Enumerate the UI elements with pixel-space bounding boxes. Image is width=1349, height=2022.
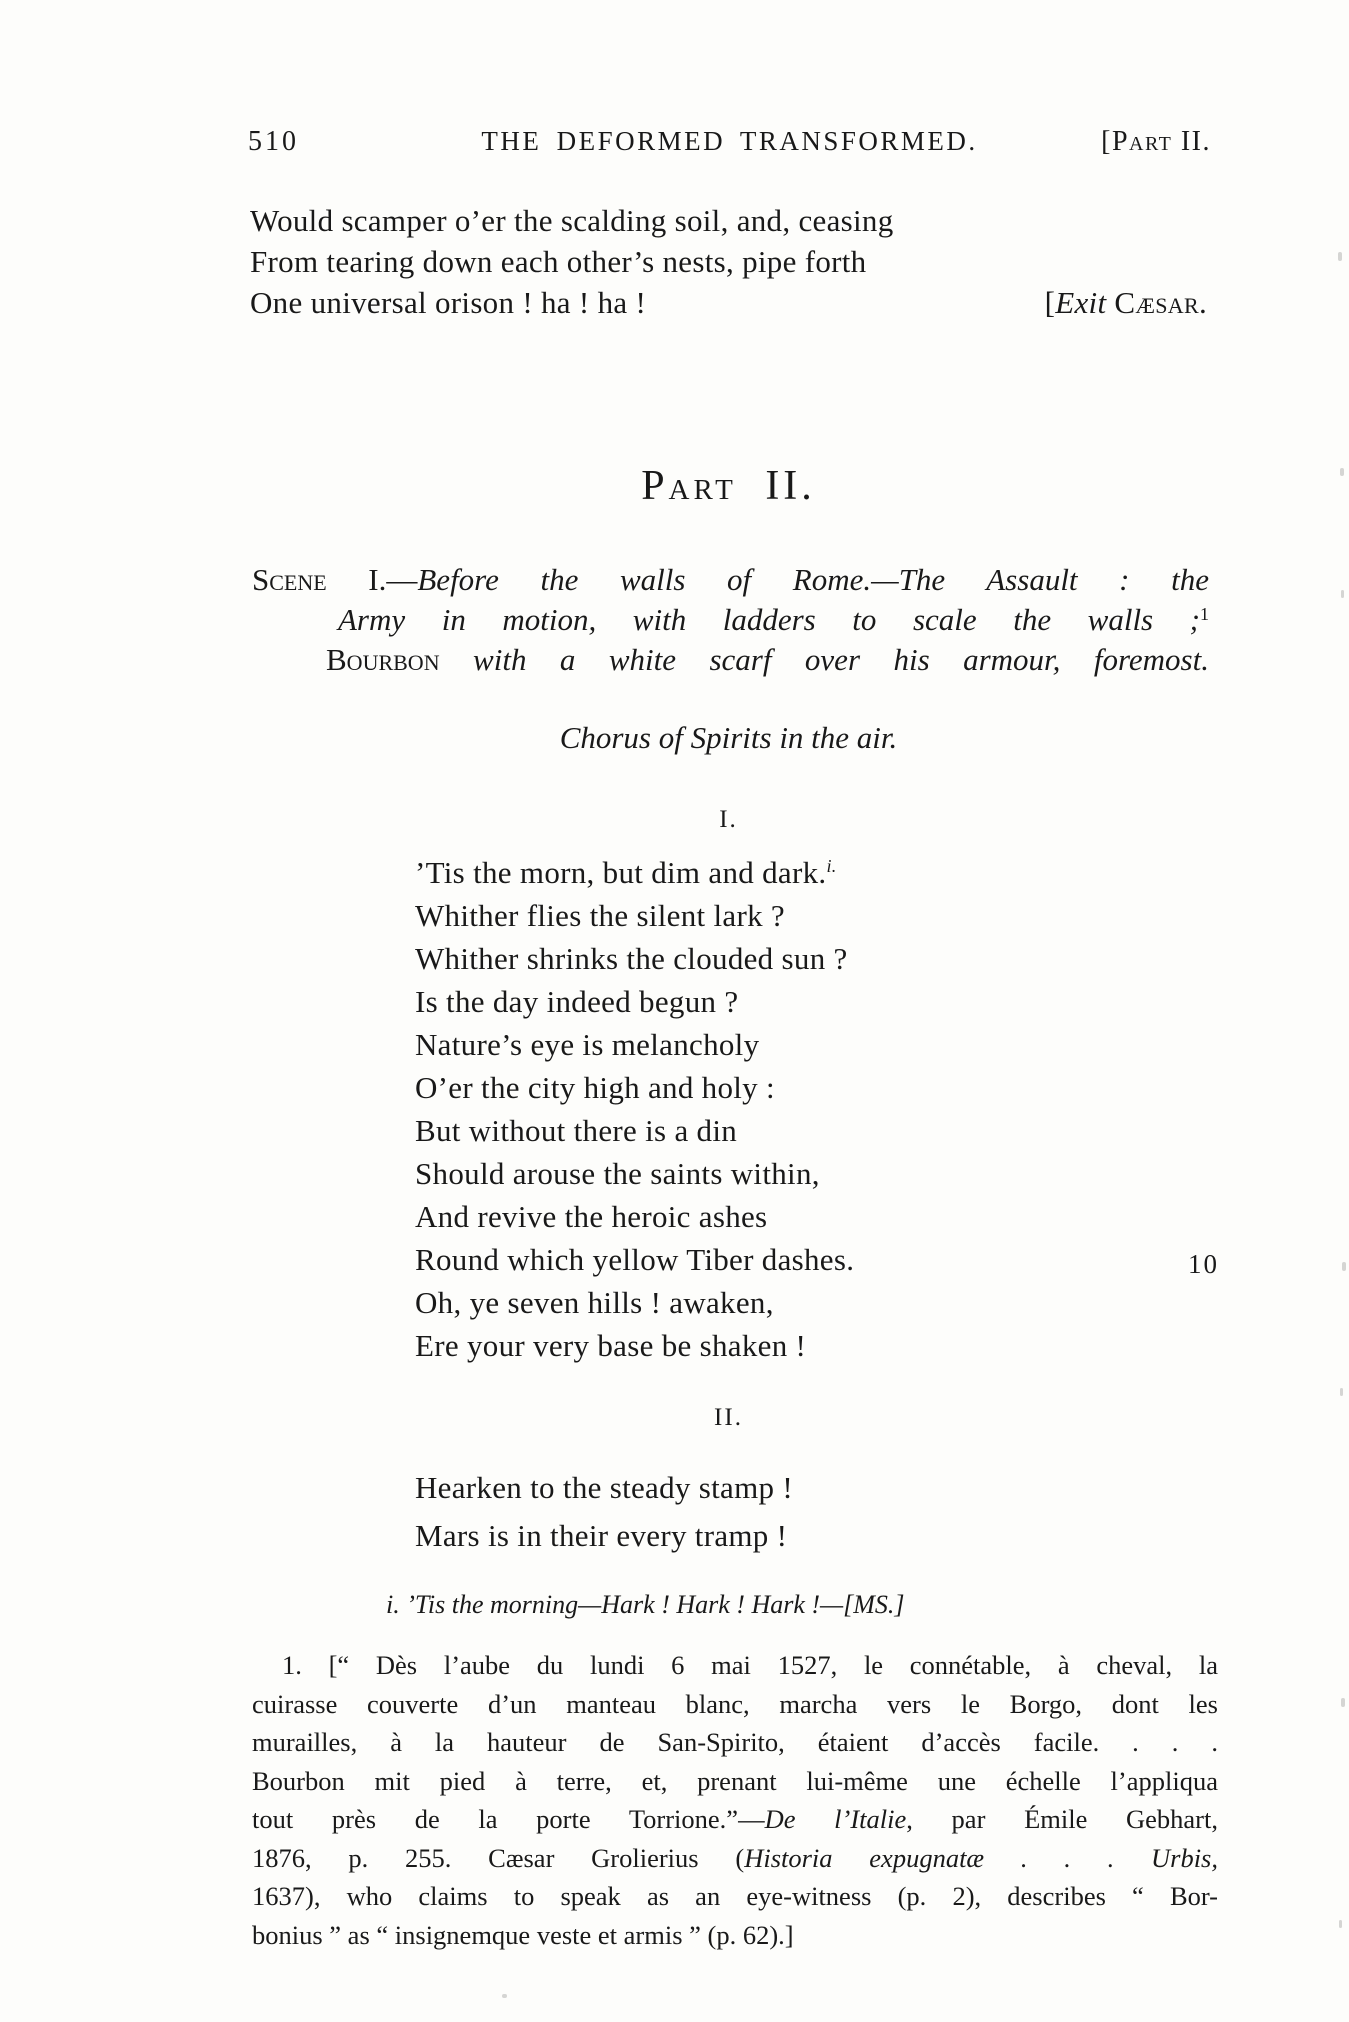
verse-line: Hearken to the steady stamp ! <box>415 1470 793 1505</box>
variant-marker: i. <box>386 1590 400 1619</box>
chorus-heading <box>250 720 1207 756</box>
stanza-1-numeral: I. <box>719 806 738 833</box>
footnote-line: 1637), who claims to speak as an eye-witness (p. 2), describes “ Bor- <box>252 1881 1218 1911</box>
scan-artifact <box>1340 1388 1343 1396</box>
verse-line: But without there is a din <box>415 1113 738 1148</box>
chorus-heading-text: Chorus of Spirits in the air. <box>559 720 898 755</box>
scan-artifact <box>502 1994 507 1998</box>
footnote-work-title: De l’Italie <box>764 1804 907 1834</box>
footnote-line <box>252 1839 1218 1878</box>
footnote-text: tout près de la porte Torrione.”— <box>252 1804 765 1834</box>
verse-line: Round which yellow Tiber dashes. <box>415 1242 855 1277</box>
variant-ref-i: i. <box>826 856 837 876</box>
page-number: 510 <box>248 126 299 157</box>
scan-artifact <box>1340 468 1344 476</box>
verse-line: Ere your very base be shaken ! <box>415 1328 807 1363</box>
verse-line: O’er the city high and holy : <box>415 1070 775 1105</box>
verse-line <box>250 282 1207 323</box>
variant-note <box>386 1590 905 1620</box>
scan-artifact <box>1341 1698 1345 1707</box>
bracket: [ <box>1044 285 1056 320</box>
part-label: [Part II. <box>1101 126 1211 157</box>
scan-artifact <box>1341 590 1344 598</box>
scene-text: with a white scarf over his armour, foremost. <box>439 642 1209 677</box>
exit-word: Exit <box>1055 285 1115 320</box>
verse-line: Whither flies the silent lark ? <box>415 898 785 933</box>
stanza-2-numeral: II. <box>714 1404 743 1431</box>
verse-line: Whither shrinks the clouded sun ? <box>415 941 848 976</box>
stanza-2 <box>415 1464 793 1560</box>
scene-text: Army in motion, with ladders to scale the walls ; <box>338 602 1200 637</box>
footnote-ref-1: 1 <box>1200 604 1209 624</box>
scene-text: Before the walls of Rome.—The Assault : the <box>417 562 1209 597</box>
verse-line: Is the day indeed begun ? <box>415 984 739 1019</box>
running-head <box>248 126 1211 158</box>
variant-note-text <box>386 1590 905 1619</box>
scan-artifact <box>1342 1262 1346 1271</box>
scan-artifact <box>1339 1920 1342 1928</box>
character-name-caesar: Cæsar. <box>1114 285 1207 320</box>
verse-line-text: ’Tis the morn, but dim and dark. <box>415 855 827 890</box>
scene-line <box>252 560 1209 600</box>
scene-direction <box>252 560 1209 680</box>
stanza-1 <box>415 851 1219 1367</box>
footnote-line: murailles, à la hauteur de San-Spirito, étaient d’accès facile. . . . <box>252 1727 1218 1757</box>
footnote-text: , par Émile Gebhart, <box>906 1804 1218 1834</box>
verse-continuation <box>250 200 1207 323</box>
variant-text: ’Tis the morning—Hark ! Hark ! Hark !—[MS.] <box>406 1590 905 1619</box>
verse-line: Would scamper o’er the scalding soil, and, ceasing <box>250 203 894 238</box>
verse-line: From tearing down each other’s nests, pipe forth <box>250 244 867 279</box>
footnote-line <box>252 1800 1218 1839</box>
scene-line <box>252 640 1209 680</box>
verse-line: Should arouse the saints within, <box>415 1156 820 1191</box>
line-number-10: 10 <box>1188 1249 1219 1279</box>
footnote-1 <box>252 1646 1218 1954</box>
footnote-line: cuirasse couverte d’un manteau blanc, marcha vers le Borgo, dont les <box>252 1688 1218 1719</box>
character-name-bourbon: Bourbon <box>326 642 440 677</box>
part-heading: Part II. <box>641 463 816 509</box>
footnote-line: bonius ” as “ insignemque veste et armis ” (p. 62).] <box>252 1919 794 1950</box>
verse-line-text: One universal orison ! ha ! ha ! <box>250 285 647 320</box>
scene-label: Scene I.— <box>252 562 418 597</box>
verse-line: Oh, ye seven hills ! awaken, <box>415 1285 774 1320</box>
footnote-line: Bourbon mit pied à terre, et, prenant lui-même une échelle l’appliqua <box>252 1765 1218 1796</box>
footnote-text: 1876, p. 255. Cæsar Grolierius ( <box>252 1842 745 1873</box>
footnote-line: 1. [“ Dès l’aube du lundi 6 mai 1527, le connétable, à cheval, la <box>282 1650 1218 1680</box>
scene-line <box>252 600 1209 640</box>
verse-line: And revive the heroic ashes <box>415 1199 768 1234</box>
footnote-work-title: Historia expugnatæ . . . Urbis, <box>744 1842 1218 1873</box>
verse-line: Nature’s eye is melancholy <box>415 1027 760 1062</box>
scan-artifact <box>1338 252 1342 261</box>
running-title: THE DEFORMED TRANSFORMED. <box>481 126 978 156</box>
stage-direction-exit <box>1045 282 1207 323</box>
verse-line <box>415 851 854 894</box>
verse-line: Mars is in their every tramp ! <box>415 1518 788 1553</box>
